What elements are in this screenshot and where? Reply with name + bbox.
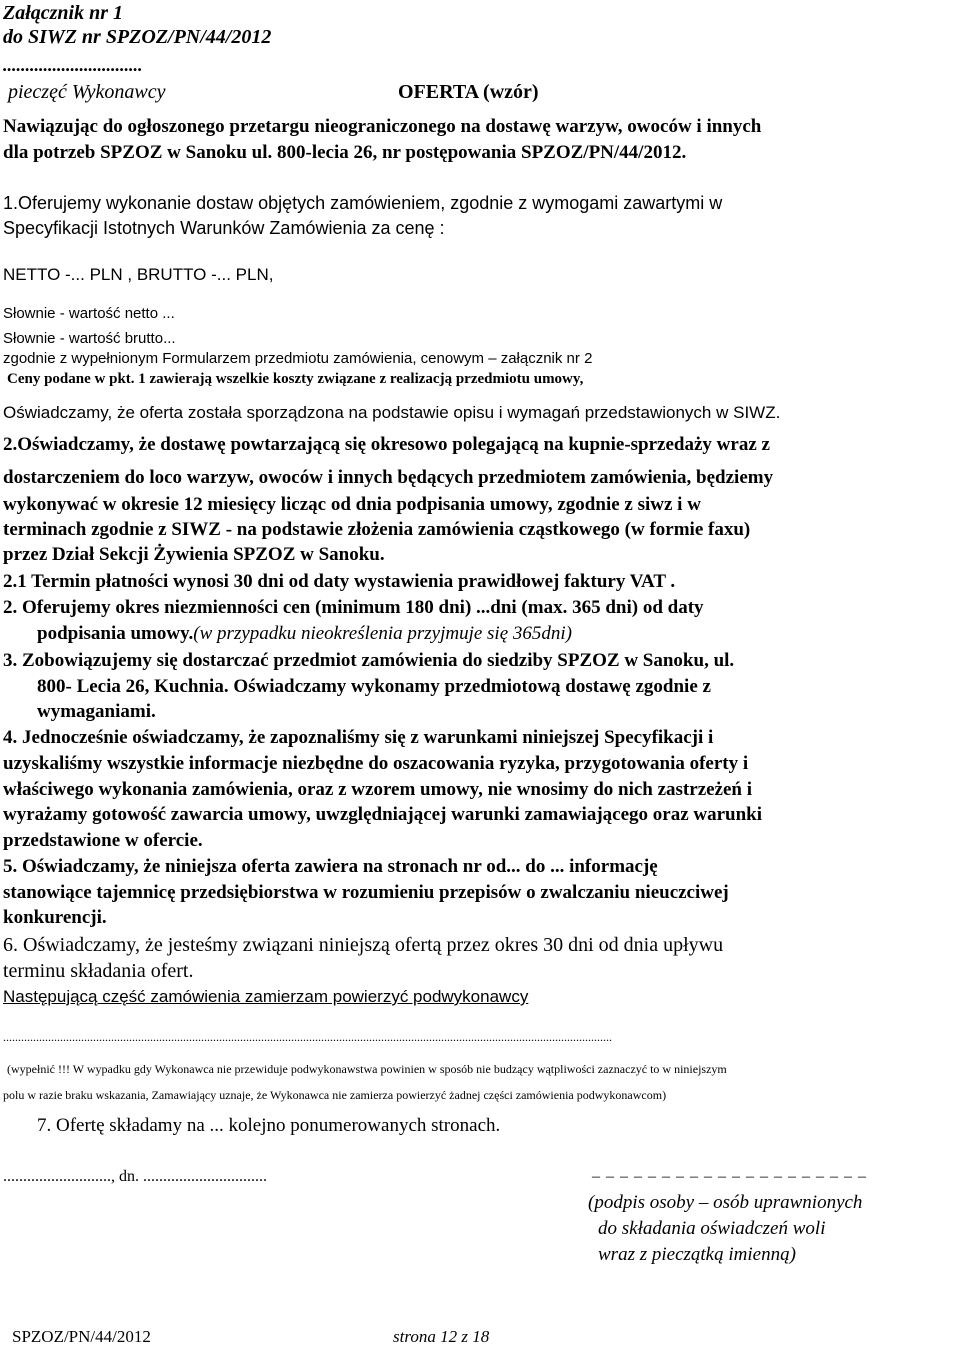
- signature-caption-1: (podpis osoby – osób uprawnionych: [588, 1192, 863, 1213]
- point-2-line-1: 2.Oświadczamy, że dostawę powtarzającą się okresowo polegającą na kupnie-sprzedaży wraz z: [3, 434, 770, 455]
- subcontract-dots: ...........................................................................................................................................................................................................: [3, 1030, 612, 1044]
- point-3-line-1: 3. Zobowiązujemy się dostarczać przedmiot zamówienia do siedziby SPZOZ w Sanoku, ul.: [3, 650, 735, 671]
- point-5-line-1: 5. Oświadczamy, że niniejsza oferta zawiera na stronach nr od... do ... informację: [3, 856, 658, 877]
- footer-reference: SPZOZ/PN/44/2012: [12, 1327, 151, 1346]
- intro-line-1: Nawiązując do ogłoszonego przetargu nieograniczonego na dostawę warzyw, owoców i innych: [3, 116, 762, 137]
- header-line-1: Załącznik nr 1: [3, 2, 124, 24]
- point-4-line-3: właściwego wykonania zamówienia, oraz z wzorem umowy, nie wnosimy do nich zastrzeżeń i: [3, 779, 753, 800]
- point-4-line-1: 4. Jednocześnie oświadczamy, że zapoznaliśmy się z warunkami niniejszej Specyfikacji i: [3, 727, 714, 748]
- point-1-line-1: 1.Oferujemy wykonanie dostaw objętych zamówieniem, zgodnie z wymogami zawartymi w: [3, 193, 723, 213]
- signature-caption-3: wraz z pieczątką imienną): [598, 1244, 796, 1265]
- point-2-2-italic: (w przypadku nieokreślenia przyjmuje się 365dni): [193, 623, 572, 644]
- point-2-line-4: terminach zgodnie z SIWZ - na podstawie złożenia zamówienia cząstkowego (w formie faxu): [3, 519, 751, 540]
- point-4-line-4: wyrażamy gotowość zawarcia umowy, uwzględniającej warunki zamawiającego oraz warunki: [3, 804, 763, 825]
- stamp-label: pieczęć Wykonawcy: [8, 81, 166, 103]
- header-line-2: do SIWZ nr SPZOZ/PN/44/2012: [3, 26, 272, 48]
- place-date-line: ..........................., dn. ...............................: [3, 1168, 267, 1185]
- subcontract-note-2: polu w razie braku wskazania, Zamawiający uznaje, że Wykonawca nie zamierza powierzyć żadnej części zamówienia podwykonawcom): [3, 1088, 667, 1102]
- point-5-line-3: konkurencji.: [3, 907, 107, 928]
- point-2-line-3: wykonywać w okresie 12 miesięcy licząc od dnia podpisania umowy, zgodnie z siwz i w: [3, 494, 701, 515]
- point-3-line-2: 800- Lecia 26, Kuchnia. Oświadczamy wykonamy przedmiotową dostawę zgodnie z: [37, 676, 711, 697]
- prices-note: Ceny podane w pkt. 1 zawierają wszelkie koszty związane z realizacją przedmiotu umowy,: [7, 371, 584, 387]
- header-dots: ...............................: [3, 55, 143, 75]
- point-2-line-2: dostarczeniem do loco warzyw, owoców i innych będących przedmiotem zamówienia, będziemy: [3, 467, 774, 488]
- netto-words: Słownie - wartość netto ...: [3, 305, 175, 322]
- point-2-2-bold: podpisania umowy.: [37, 623, 194, 644]
- signature-line: – – – – – – – – – – – – – – – – – – – –: [592, 1168, 867, 1185]
- point-7: 7. Ofertę składamy na ... kolejno ponumerowanych stronach.: [37, 1115, 501, 1136]
- point-6-line-1: 6. Oświadczamy, że jesteśmy związani niniejszą ofertą przez okres 30 dni od dnia upływu: [3, 934, 724, 956]
- point-2-2-line-1: 2. Oferujemy okres niezmienności cen (minimum 180 dni) ...dni (max. 365 dni) od daty: [3, 597, 704, 618]
- brutto-words: Słownie - wartość brutto...: [3, 330, 176, 347]
- point-2-line-5: przez Dział Sekcji Żywienia SPZOZ w Sanoku.: [3, 544, 385, 565]
- point-4-line-2: uzyskaliśmy wszystkie informacje niezbędne do oszacowania ryzyka, przygotowania oferty i: [3, 753, 749, 774]
- point-6-line-2: terminu składania ofert.: [3, 960, 194, 982]
- point-3-line-3: wymaganiami.: [37, 701, 156, 722]
- intro-line-2: dla potrzeb SPZOZ w Sanoku ul. 800-lecia 26, nr postępowania SPZOZ/PN/44/2012.: [3, 142, 687, 163]
- point-2-1: 2.1 Termin płatności wynosi 30 dni od daty wystawienia prawidłowej faktury VAT .: [3, 571, 676, 592]
- price-line: NETTO -... PLN , BRUTTO -... PLN,: [3, 265, 274, 284]
- point-4-line-5: przedstawione w ofercie.: [3, 830, 203, 851]
- document-title: OFERTA (wzór): [398, 81, 539, 103]
- point-2-2-line-2: [37, 623, 572, 645]
- point-5-line-2: stanowiące tajemnicę przedsiębiorstwa w rozumieniu przepisów o zwalczaniu nieuczciwej: [3, 882, 729, 903]
- subcontract-heading: Następującą część zamówienia zamierzam powierzyć podwykonawcy: [3, 987, 529, 1006]
- point-1-line-2: Specyfikacji Istotnych Warunków Zamówienia za cenę :: [3, 218, 445, 238]
- signature-caption-2: do składania oświadczeń woli: [598, 1218, 826, 1239]
- form-reference: zgodnie z wypełnionym Formularzem przedmiotu zamówienia, cenowym – załącznik nr 2: [3, 350, 593, 367]
- footer-page-number: strona 12 z 18: [393, 1327, 490, 1346]
- declaration-line: Oświadczamy, że oferta została sporządzona na podstawie opisu i wymagań przedstawionych w SIWZ.: [3, 403, 781, 422]
- subcontract-note-1: (wypełnić !!! W wypadku gdy Wykonawca nie przewiduje podwykonawstwa powinien w sposób nie budzący wątpliwości zaznaczyć to w niniejszym: [7, 1062, 727, 1076]
